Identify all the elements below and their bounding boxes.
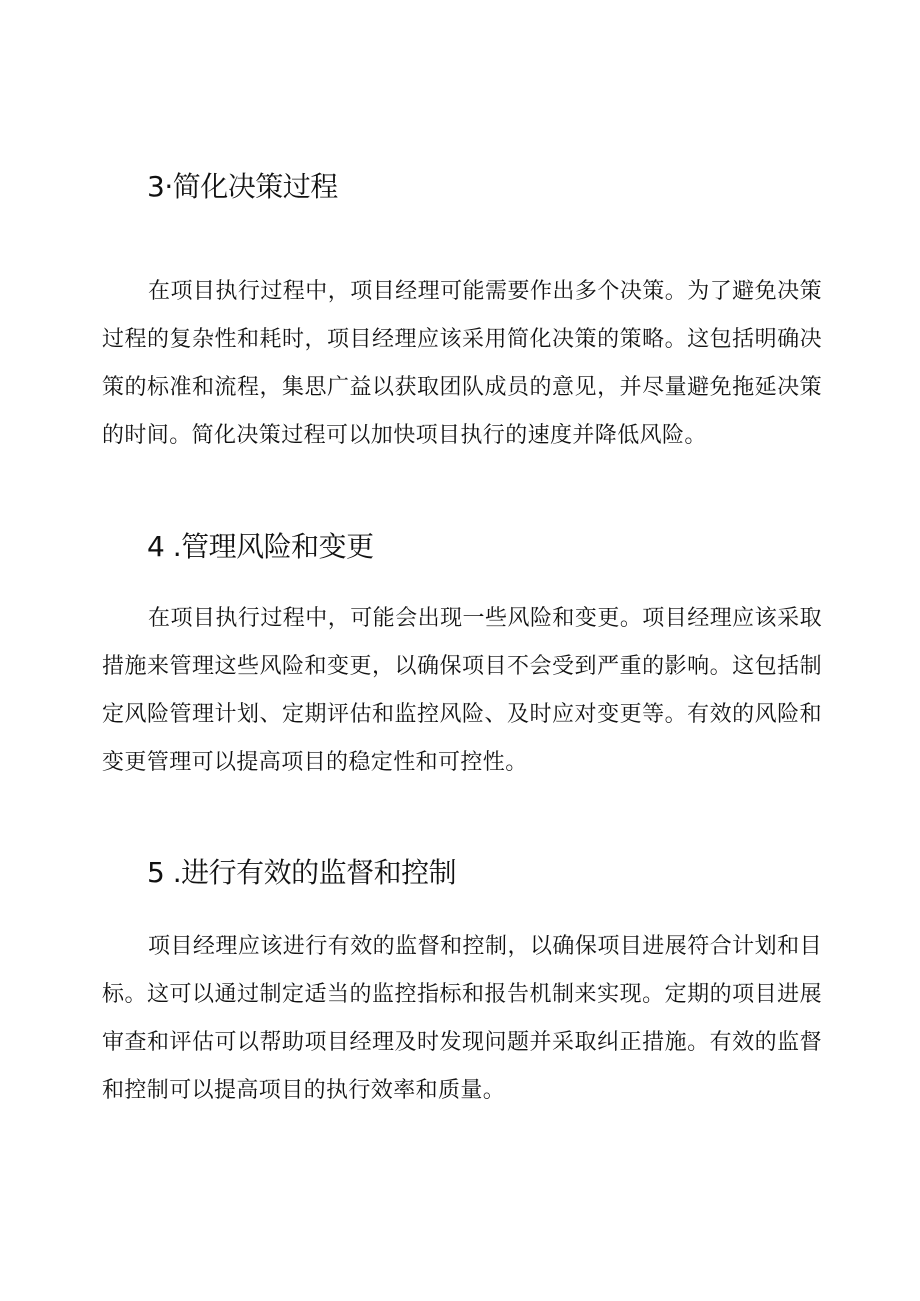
section-heading-supervision-control: 5 .进行有效的监督和控制 xyxy=(147,856,457,889)
section-paragraph-simplify-decisions: 在项目执行过程中，项目经理可能需要作出多个决策。为了避免决策过程的复杂性和耗时，项目经理应该采用简化决策的策略。这包括明确决策的标准和流程，集思广益以获取团队成员的意见，并尽量避免拖延决策的时间。简化决策过程可以加快项目执行的速度并降低风险。 xyxy=(102,279,822,448)
section-paragraph-manage-risk-change: 在项目执行过程中，可能会出现一些风险和变更。项目经理应该采取措施来管理这些风险和变更，以确保项目不会受到严重的影响。这包括制定风险管理计划、定期评估和监控风险、及时应对变更等。有效的风险和变更管理可以提高项目的稳定性和可控性。 xyxy=(102,606,822,775)
section-heading-simplify-decisions: 3·简化决策过程 xyxy=(147,170,338,203)
section-paragraph-supervision-control: 项目经理应该进行有效的监督和控制，以确保项目进展符合计划和目标。这可以通过制定适当的监控指标和报告机制来实现。定期的项目进展审查和评估可以帮助项目经理及时发现问题并采取纠正措施。有效的监督和控制可以提高项目的执行效率和质量。 xyxy=(102,934,822,1103)
section-heading-manage-risk-change: 4 .管理风险和变更 xyxy=(147,530,374,563)
